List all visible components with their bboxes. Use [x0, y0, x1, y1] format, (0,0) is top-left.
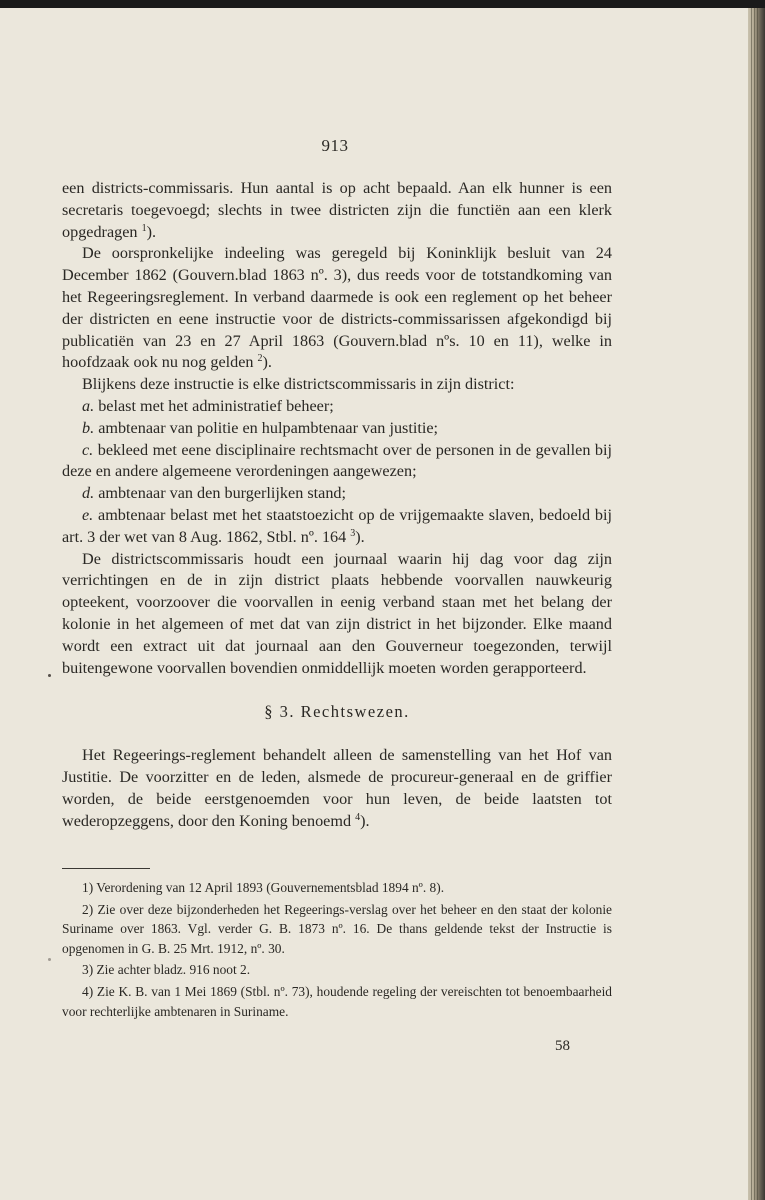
footnote-ref-4[interactable]: 4	[355, 811, 361, 823]
footnote-ref-1[interactable]: 1	[141, 222, 147, 234]
list-item-a: a. belast met het administratief beheer;	[82, 396, 334, 415]
main-text	[62, 178, 612, 832]
footnote-2: 2) Zie over deze bijzonderheden het Regeerings-verslag over het beheer en den staat der kolonie Suriname over 1863. Vgl. verder G. B. 1873 nº. 16. De thans geldende tekst der Instructie is opgenomen in G. B. 25 Mrt. 1912, nº. 30.	[62, 901, 612, 956]
footnotes	[62, 878, 612, 1023]
footnote-4: 4) Zie K. B. van 1 Mei 1869 (Stbl. nº. 73), houdende regeling der vereischten tot benoembaarheid voor rechterlijke ambtenaren in Suriname.	[62, 983, 612, 1019]
footnote-ref-3[interactable]: 3	[350, 527, 356, 539]
signature-mark: 58	[555, 1038, 570, 1054]
book-page	[0, 8, 748, 1200]
footnote-divider	[62, 868, 150, 869]
ink-speck	[48, 674, 51, 677]
list-item-b: b. ambtenaar van politie en hulpambtenaar van justitie;	[82, 418, 439, 437]
section-heading: § 3. Rechtswezen.	[264, 702, 410, 722]
list-item-c: c. bekleed met eene disciplinaire rechtsmacht over de personen in de gevallen bij deze en andere algemeene verordeningen aangewezen;	[62, 440, 612, 481]
list-item-d: d. ambtenaar van den burgerlijken stand;	[82, 484, 347, 503]
ink-speck	[48, 958, 51, 961]
footnote-ref-2[interactable]: 2	[257, 353, 263, 365]
paragraph-2: De oorspronkelijke indeeling was geregeld bij Koninklijk besluit van 24 December 1862 (Gouvern.blad 1863 nº. 3), dus reeds voor de totstandkoming van het Regeeringsreglement. In verband daarmede is ook een reglement op het beheer der districten en eene instructie voor de districts-commissarissen afgekondigd bij publicatiën van 23 en 27 April 1863 (Gouvern.blad nºs. 10 en 11), welke in hoofdzaak ook nu nog gelden $^2$).	[62, 244, 612, 372]
page-edge	[748, 8, 765, 1200]
page-number: 913	[321, 136, 349, 155]
scan-border-top	[0, 0, 765, 8]
paragraph-4: De districtscommissaris houdt een journaal waarin hij dag voor dag zijn verrichtingen en de in zijn district plaats hebbende voorvallen nauwkeurig opteekent, voorzoover die voorvallen in eenig verband staan met het belang der kolonie in het algemeen of met dat van zijn district in het bijzonder. Elke maand wordt een extract uit dat journaal aan den Gouverneur toegezonden, terwijl buitengewone voorvallen bovendien onmiddellijk moeten worden gerapporteerd.	[62, 549, 612, 677]
footnote-1: 1) Verordening van 12 April 1893 (Gouvernementsblad 1894 nº. 8).	[82, 880, 445, 895]
list-item-e: e. ambtenaar belast met het staatstoezicht op de vrijgemaakte slaven, bedoeld bij art. 3 der wet van 8 Aug. 1862, Stbl. nº. 164 $^3$).	[62, 505, 613, 546]
paragraph-3: Blijkens deze instructie is elke districtscommissaris in zijn district:	[82, 375, 515, 394]
paragraph-5: Het Regeerings-reglement behandelt alleen de samenstelling van het Hof van Justitie. De voorzitter en de leden, alsmede de procureur-generaal en de griffier worden, de beide eerstgenoemden voor hun leven, de beide laatsten tot wederopzeggens, door den Koning benoemd $^4$).	[62, 746, 612, 830]
paragraph-1: een districts-commissaris. Hun aantal is op acht bepaald. Aan elk hunner is een secretaris toegevoegd; slechts in twee districten zijn die functiën aan een klerk opgedragen $^1$).	[62, 179, 612, 241]
footnote-3: 3) Zie achter bladz. 916 noot 2.	[82, 962, 251, 978]
